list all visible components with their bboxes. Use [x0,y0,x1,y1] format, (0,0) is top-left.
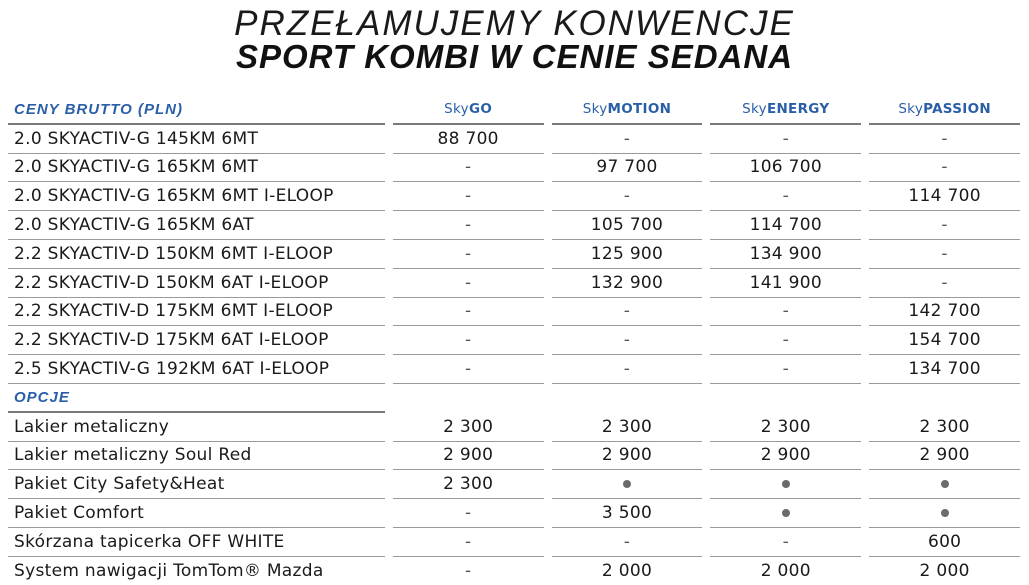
option-value [869,528,1020,557]
cell-text: 2 300 [443,474,494,495]
engine-label: 2.5 SKYACTIV-G 192KM 6AT I-ELOOP [8,355,385,384]
engine-row [8,211,1020,240]
engine-value [869,298,1020,327]
trim-suffix: MOTION [607,101,672,118]
engine-label: 2.0 SKYACTIV-G 165KM 6MT I-ELOOP [8,182,385,211]
engine-value [393,154,544,183]
cell-text: - [464,503,472,524]
cell-text: 600 [927,531,962,552]
cell-text: - [941,128,948,149]
engine-label: 2.2 SKYACTIV-D 175KM 6MT I-ELOOP [8,298,385,327]
cell-text: - [623,301,631,322]
cell-text: - [623,359,631,380]
option-value [869,470,1020,499]
trim-suffix: ENERGY [766,101,830,118]
engine-value [393,211,544,240]
cell-text: - [464,531,472,552]
engine-row [8,240,1020,269]
engine-value [710,125,861,154]
cell-text: 3 500 [601,503,653,524]
option-row [8,528,1020,557]
cell-text: 2 000 [760,560,811,581]
engine-value [869,355,1020,384]
cell-text: - [464,215,472,236]
cell-text: - [941,157,948,178]
cell-text: 2 300 [601,416,653,437]
cell-text: - [464,186,472,207]
engine-value [710,182,861,211]
price-table [8,96,1020,585]
cell-text: 141 900 [749,272,822,293]
engine-value [552,355,703,384]
engine-value [710,154,861,183]
engine-value [393,326,544,355]
option-value [869,557,1020,585]
standard-equipment-dot-icon [941,480,949,488]
engine-value [393,182,544,211]
cell-text: - [623,128,631,149]
cell-text: - [782,128,789,149]
cell-text: 88 700 [437,128,499,149]
engine-row [8,355,1020,384]
engine-value [869,269,1020,298]
engine-row [8,269,1020,298]
engine-label: 2.2 SKYACTIV-D 175KM 6AT I-ELOOP [8,326,385,355]
cell-text: 114 700 [908,186,981,207]
engine-value [869,125,1020,154]
standard-equipment-dot-icon [941,509,949,517]
option-row [8,442,1020,471]
engine-value [552,269,703,298]
trim-header-motion [552,96,703,125]
option-value [869,499,1020,528]
cell-text: - [941,243,948,264]
option-value [710,413,861,442]
cell-text: - [941,272,948,293]
engine-value [710,211,861,240]
option-value [710,557,861,585]
header-row [8,96,1020,125]
engine-value [552,125,703,154]
standard-equipment-dot-icon [782,480,790,488]
cell-text: 2 900 [601,445,653,466]
engine-row [8,326,1020,355]
cell-text: 2 300 [919,416,970,437]
option-label: Lakier metaliczny Soul Red [8,442,385,471]
option-label: System nawigacji TomTom® Mazda [8,557,385,585]
option-row [8,499,1020,528]
cell-text: 97 700 [596,157,658,178]
option-value [552,470,703,499]
cell-text: 114 700 [749,215,822,236]
engine-label: 2.2 SKYACTIV-D 150KM 6AT I-ELOOP [8,269,385,298]
option-value [552,413,703,442]
standard-equipment-dot-icon [623,480,631,488]
engine-value [869,211,1020,240]
option-label: Pakiet City Safety&Heat [8,470,385,499]
option-row [8,413,1020,442]
engine-value [552,298,703,327]
trim-suffix: GO [468,101,493,118]
cell-text: 2 900 [919,445,970,466]
option-value [393,413,544,442]
cell-text: 2 900 [443,445,494,466]
prices-section-label: CENY BRUTTO (PLN) [8,96,385,125]
engine-label: 2.2 SKYACTIV-D 150KM 6MT I-ELOOP [8,240,385,269]
cell-text: - [782,186,789,207]
cell-text: 2 300 [443,416,494,437]
cell-text: 2 300 [760,416,811,437]
option-value [710,528,861,557]
cell-text: - [782,301,789,322]
engine-value [393,125,544,154]
engine-value [552,182,703,211]
cell-text: - [464,560,472,581]
cell-text: - [464,243,472,264]
subheadline: SPORT KOMBI W CENIE SEDANA [235,38,794,75]
cell-text: - [464,272,472,293]
engine-label: 2.0 SKYACTIV-G 165KM 6MT [8,154,385,183]
engine-value [710,269,861,298]
trim-prefix: Sky [582,101,608,118]
cell-text: 134 700 [908,359,981,380]
options-header-row [8,384,1020,413]
option-value [552,557,703,585]
engine-label: 2.0 SKYACTIV-G 145KM 6MT [8,125,385,154]
cell-text: - [782,359,789,380]
cell-text: 134 900 [749,243,822,264]
engine-value [869,154,1020,183]
engine-value [393,269,544,298]
engine-value [710,240,861,269]
trim-prefix: Sky [742,101,767,118]
engine-value [710,298,861,327]
cell-text: 105 700 [590,215,664,236]
cell-text: 125 900 [590,243,664,264]
cell-text: - [623,186,631,207]
cell-text: 142 700 [908,301,981,322]
option-row [8,557,1020,585]
cell-text: - [782,330,789,351]
trim-prefix: Sky [444,101,469,118]
headline: PRZEŁAMUJEMY KONWENCJE [234,4,795,43]
option-value [552,499,703,528]
option-label: Pakiet Comfort [8,499,385,528]
cell-text: - [464,359,472,380]
engine-value [710,326,861,355]
engine-value [393,355,544,384]
option-value [393,528,544,557]
option-label: Lakier metaliczny [8,413,385,442]
option-value [710,442,861,471]
options-section-label: OPCJE [8,384,385,413]
trim-header-go [393,96,544,125]
trim-header-energy [710,96,861,125]
option-value [710,499,861,528]
option-value [552,528,703,557]
option-value [869,413,1020,442]
engine-value [552,211,703,240]
option-value [710,470,861,499]
cell-text: 106 700 [749,157,822,178]
option-value [393,499,544,528]
cell-text: - [464,157,472,178]
engine-value [393,240,544,269]
option-row [8,470,1020,499]
option-label: Skórzana tapicerka OFF WHITE [8,528,385,557]
cell-text: 2 000 [601,560,653,581]
cell-text: - [941,215,948,236]
cell-text: 2 900 [760,445,811,466]
option-value [393,470,544,499]
engine-label: 2.0 SKYACTIV-G 165KM 6AT [8,211,385,240]
engine-value [869,240,1020,269]
cell-text: - [464,301,472,322]
engine-row [8,125,1020,154]
cell-text: 132 900 [590,272,664,293]
option-value [552,442,703,471]
engine-value [552,154,703,183]
cell-text: 154 700 [908,330,981,351]
engine-value [869,326,1020,355]
trim-suffix: PASSION [923,101,991,118]
cell-text: - [464,330,472,351]
engine-value [710,355,861,384]
engine-value [552,240,703,269]
engine-value [552,326,703,355]
cell-text: - [782,531,789,552]
cell-text: - [623,531,631,552]
option-value [393,442,544,471]
engine-row [8,154,1020,183]
option-value [393,557,544,585]
engine-row [8,182,1020,211]
cell-text: 2 000 [919,560,970,581]
engine-value [869,182,1020,211]
cell-text: - [623,330,631,351]
engine-value [393,298,544,327]
option-value [869,442,1020,471]
trim-prefix: Sky [898,101,924,118]
trim-header-passion [869,96,1020,125]
engine-row [8,298,1020,327]
standard-equipment-dot-icon [782,509,790,517]
